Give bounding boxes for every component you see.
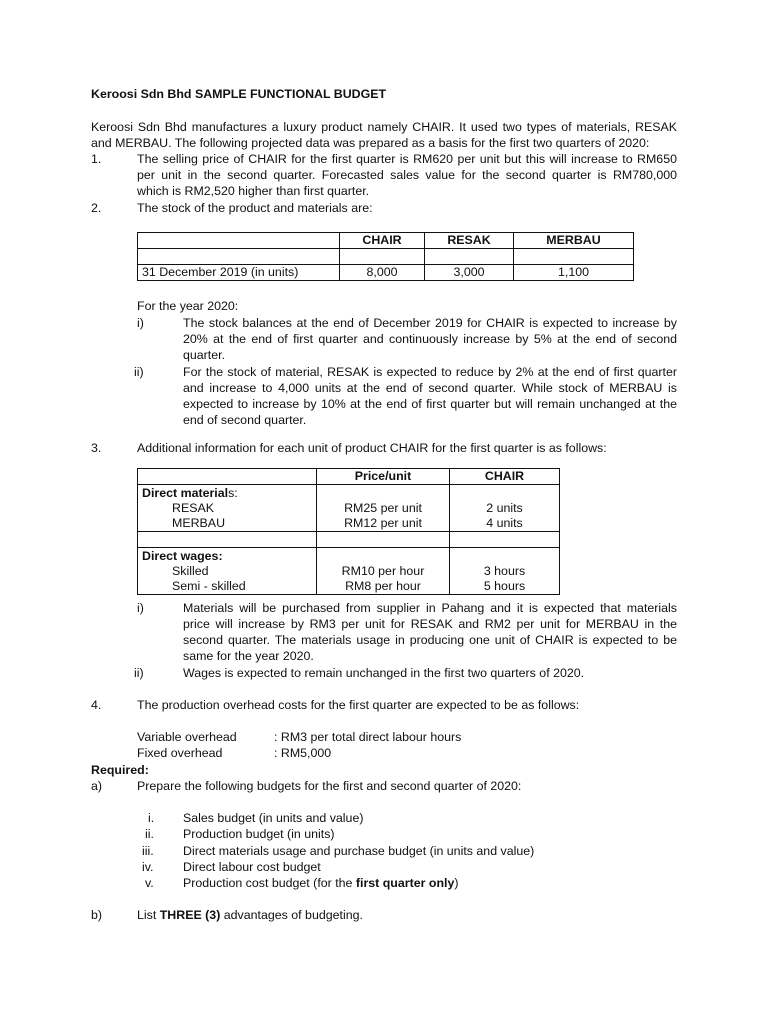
material-merbau-price: RM12 per unit bbox=[344, 516, 422, 530]
budget-iv-number: iv. bbox=[142, 860, 154, 874]
cost-table-header-row bbox=[138, 469, 560, 485]
required-a-number: a) bbox=[91, 779, 103, 793]
budget-i-text: Sales budget (in units and value) bbox=[183, 811, 364, 825]
budget-i-number: i. bbox=[148, 811, 155, 825]
item-2-sub-i-line-3: quarter. bbox=[183, 348, 226, 362]
item-3-number: 3. bbox=[91, 441, 102, 455]
cost-table-empty-row bbox=[138, 532, 560, 548]
wage-semi-skilled-name: Semi - skilled bbox=[172, 579, 246, 593]
item-3-sub-ii-line-1: Wages is expected to remain unchanged in the first two quarters of 2020. bbox=[183, 666, 585, 680]
stock-header-blank bbox=[138, 233, 340, 249]
fixed-overhead-label: Fixed overhead bbox=[137, 746, 223, 760]
cost-table bbox=[137, 468, 560, 595]
budget-v-text: Production cost budget (for the first quarter only) bbox=[183, 876, 459, 890]
item-3-sub-i-line-1: Materials will be purchased from supplier in Pahang and it is expected that materials bbox=[183, 601, 677, 615]
wage-semi-skilled-hours: 5 hours bbox=[483, 579, 526, 593]
required-b-text: List THREE (3) advantages of budgeting. bbox=[137, 908, 363, 922]
stock-table-empty-row bbox=[138, 249, 634, 265]
item-2-sub-ii-line-1: For the stock of material, RESAK is expected to reduce by 2% at the end of first quarter bbox=[183, 365, 677, 379]
cost-header-price: Price/unit bbox=[317, 469, 450, 485]
item-1-line-3: which is RM2,520 higher than first quarter. bbox=[137, 184, 370, 198]
budget-v-number: v. bbox=[145, 876, 154, 890]
item-2-sub-i-line-1: The stock balances at the end of December 2019 for CHAIR is expected to increase by bbox=[183, 316, 677, 330]
stock-table bbox=[137, 232, 634, 281]
direct-materials-suffix: s: bbox=[228, 486, 238, 500]
direct-wages-label: Direct wages: bbox=[142, 549, 223, 563]
item-3-sub-i-line-2: price will increase by RM3 per unit for RESAK and RM2 per unit for MERBAU in the bbox=[183, 617, 677, 631]
intro-line-2: and MERBAU. The following projected data was prepared as a basis for the first two quarters of 2020: bbox=[91, 136, 650, 150]
stock-header-chair: CHAIR bbox=[340, 233, 425, 249]
stock-table-header-row bbox=[138, 233, 634, 249]
intro-line-1: Keroosi Sdn Bhd manufactures a luxury product namely CHAIR. It used two types of materials, RESAK bbox=[91, 120, 677, 134]
stock-resak-value: 3,000 bbox=[425, 265, 514, 281]
item-2-number: 2. bbox=[91, 201, 102, 215]
item-3-sub-i-line-4: same for the year 2020. bbox=[183, 649, 314, 663]
item-4-text: The production overhead costs for the first quarter are expected to be as follows: bbox=[137, 698, 580, 712]
budget-iii-number: iii. bbox=[142, 844, 154, 858]
budget-ii-number: ii. bbox=[145, 827, 154, 841]
item-3-sub-i-number: i) bbox=[137, 601, 144, 615]
material-resak-price: RM25 per unit bbox=[344, 501, 422, 515]
document-title: Keroosi Sdn Bhd SAMPLE FUNCTIONAL BUDGET bbox=[91, 87, 387, 101]
material-merbau-name: MERBAU bbox=[172, 516, 226, 530]
item-3-sub-i-line-3: second quarter. The materials usage in producing one unit of CHAIR is expected to be bbox=[183, 633, 677, 647]
item-1-line-2: per unit in the second quarter. Forecasted sales value for the second quarter is RM780,000 bbox=[137, 168, 677, 182]
item-2-sub-ii-number: ii) bbox=[134, 365, 144, 379]
first-quarter-only-emphasis: first quarter only bbox=[355, 876, 455, 890]
wage-skilled-name: Skilled bbox=[172, 564, 209, 578]
fixed-overhead-value: : RM5,000 bbox=[274, 746, 332, 760]
required-label: Required: bbox=[91, 763, 149, 777]
direct-wages-row bbox=[138, 548, 560, 595]
item-4-number: 4. bbox=[91, 698, 102, 712]
required-b-number: b) bbox=[91, 908, 103, 922]
item-3-sub-ii-number: ii) bbox=[134, 666, 144, 680]
material-resak-name: RESAK bbox=[172, 501, 215, 515]
material-merbau-qty: 4 units bbox=[486, 516, 523, 530]
stock-header-merbau: MERBAU bbox=[514, 233, 634, 249]
stock-row-label: 31 December 2019 (in units) bbox=[138, 265, 340, 281]
item-2-sub-ii-line-3: expected to increase by 10% at the end of first quarter but will remain unchanged at the bbox=[183, 397, 677, 411]
stock-header-resak: RESAK bbox=[425, 233, 514, 249]
item-2-sub-ii-line-4: end of second quarter. bbox=[183, 413, 307, 427]
direct-materials-row bbox=[138, 485, 560, 532]
budget-iv-text: Direct labour cost budget bbox=[183, 860, 321, 874]
wage-skilled-rate: RM10 per hour bbox=[341, 564, 425, 578]
direct-materials-label: Direct material bbox=[142, 486, 229, 500]
year-2020-label: For the year 2020: bbox=[137, 299, 239, 313]
item-2-sub-i-line-2: 20% at the end of first quarter and continuously increase by 5% at the end of second bbox=[183, 332, 677, 346]
material-resak-qty: 2 units bbox=[486, 501, 523, 515]
required-a-text: Prepare the following budgets for the first and second quarter of 2020: bbox=[137, 779, 522, 793]
item-1-line-1: The selling price of CHAIR for the first quarter is RM620 per unit but this will increase to RM650 bbox=[137, 152, 677, 166]
item-3-text: Additional information for each unit of product CHAIR for the first quarter is as follows: bbox=[137, 441, 607, 455]
item-2-text: The stock of the product and materials are: bbox=[137, 201, 373, 215]
budget-ii-text: Production budget (in units) bbox=[183, 827, 335, 841]
stock-chair-value: 8,000 bbox=[340, 265, 425, 281]
cost-header-blank bbox=[138, 469, 317, 485]
item-2-sub-i-number: i) bbox=[137, 316, 144, 330]
variable-overhead-label: Variable overhead bbox=[137, 730, 237, 744]
item-1-number: 1. bbox=[91, 152, 102, 166]
wage-semi-skilled-rate: RM8 per hour bbox=[345, 579, 421, 593]
variable-overhead-value: : RM3 per total direct labour hours bbox=[274, 730, 462, 744]
stock-table-row bbox=[138, 265, 634, 281]
budget-iii-text: Direct materials usage and purchase budget (in units and value) bbox=[183, 844, 535, 858]
item-2-sub-ii-line-2: and increase to 4,000 units at the end of second quarter. While stock of MERBAU is bbox=[183, 381, 677, 395]
three-emphasis: THREE (3) bbox=[159, 908, 221, 922]
cost-header-chair: CHAIR bbox=[450, 469, 560, 485]
stock-merbau-value: 1,100 bbox=[514, 265, 634, 281]
wage-skilled-hours: 3 hours bbox=[483, 564, 526, 578]
